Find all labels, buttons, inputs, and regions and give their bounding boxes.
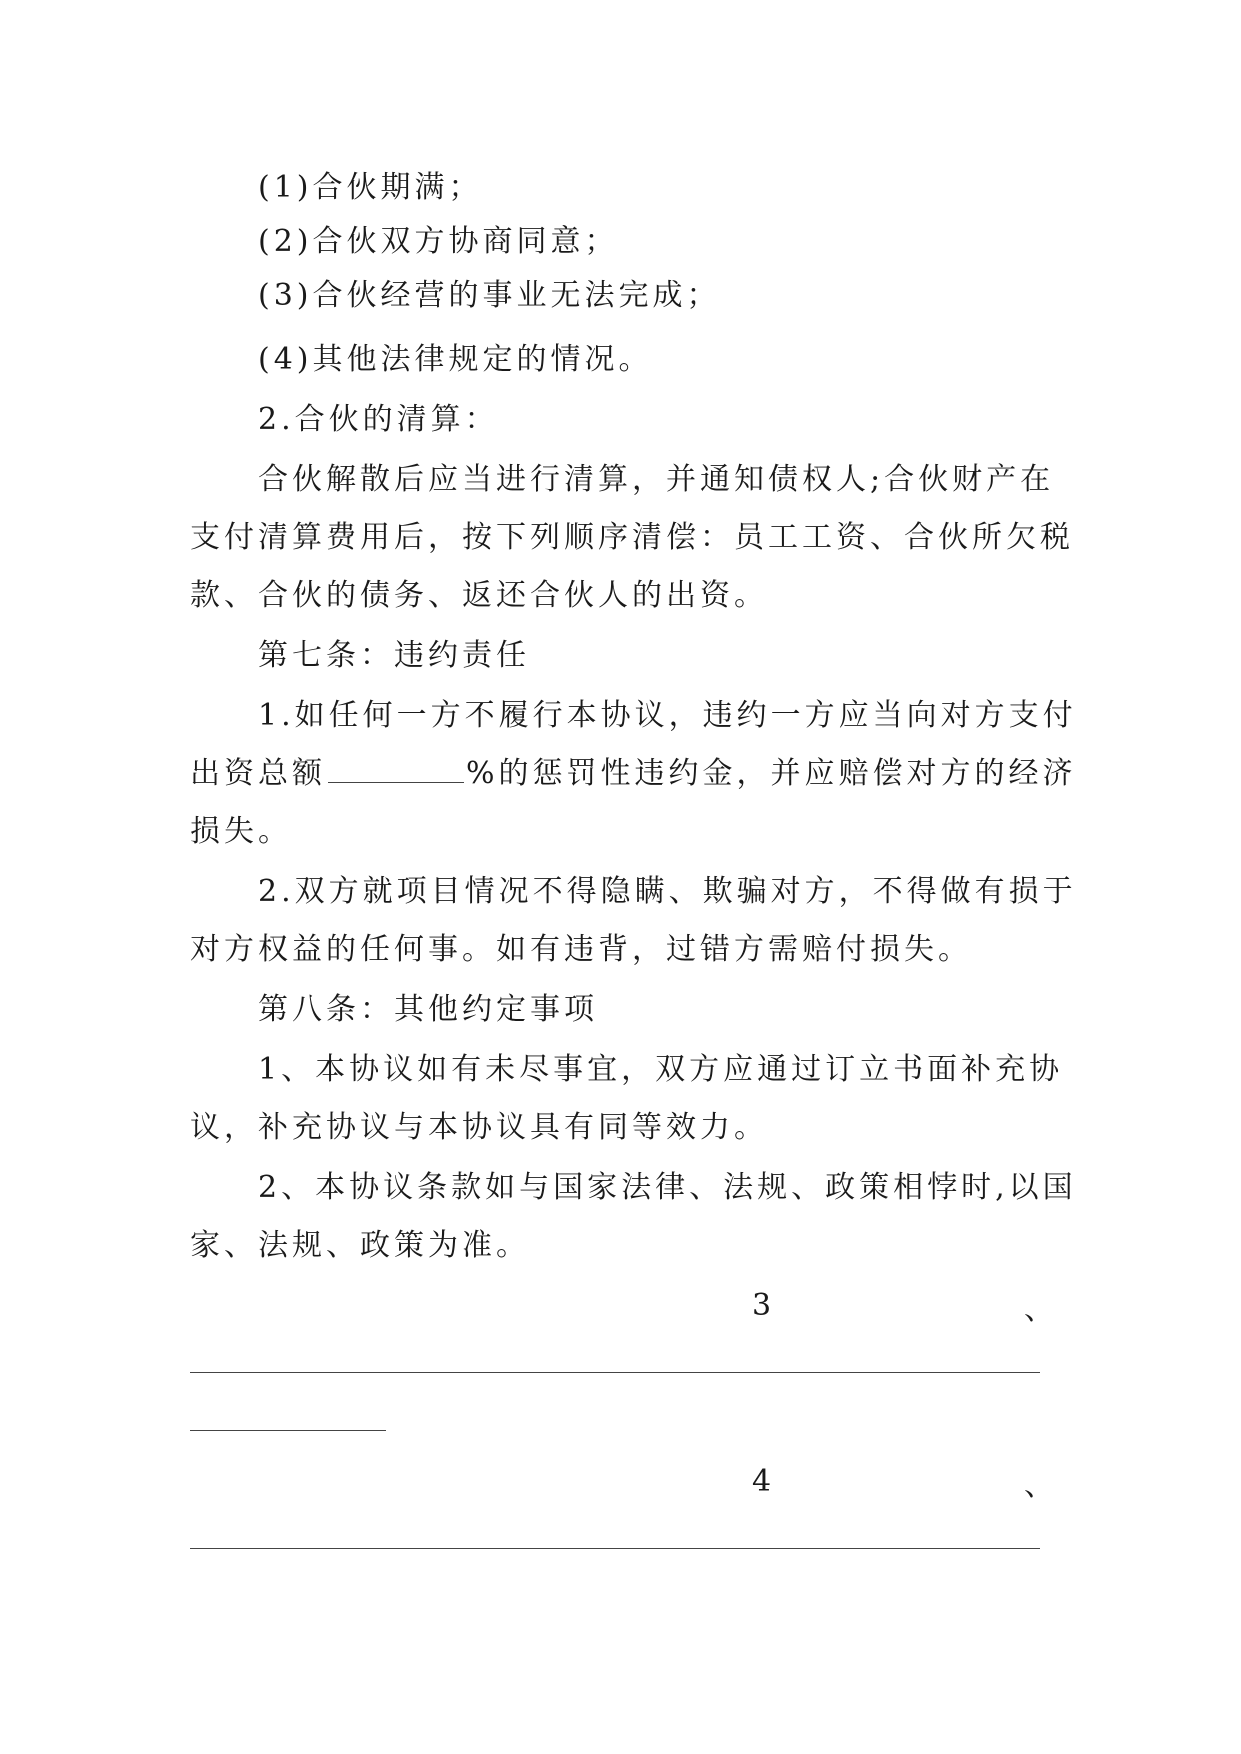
item-number-4: 4 bbox=[752, 1464, 772, 1499]
paragraph-line: 家、法规、政策为准。 bbox=[190, 1228, 530, 1263]
section-heading-liquidation: 2.合伙的清算： bbox=[258, 402, 499, 437]
item-mark-4: 、 bbox=[1024, 1468, 1054, 1503]
clause-item-4: (4)其他法律规定的情况。 bbox=[258, 342, 653, 377]
paragraph-line: 款、合伙的债务、返还合伙人的出资。 bbox=[190, 578, 768, 613]
paragraph-text: 出资总额 bbox=[190, 756, 326, 791]
paragraph-line: 合伙解散后应当进行清算，并通知债权人;合伙财产在 bbox=[258, 462, 1055, 497]
fill-in-line[interactable] bbox=[190, 1548, 1040, 1549]
fill-in-line[interactable] bbox=[190, 1372, 1040, 1373]
paragraph-line: 1、本协议如有未尽事宜，双方应通过订立书面补充协 bbox=[258, 1052, 1064, 1087]
paragraph-line: 1.如任何一方不履行本协议，违约一方应当向对方支付 bbox=[258, 698, 1077, 733]
article-heading-7: 第七条：违约责任 bbox=[258, 638, 530, 673]
paragraph-line: 议，补充协议与本协议具有同等效力。 bbox=[190, 1110, 768, 1145]
item-mark-3: 、 bbox=[1024, 1292, 1054, 1327]
item-number-3: 3 bbox=[752, 1288, 772, 1323]
clause-item-2: (2)合伙双方协商同意； bbox=[258, 224, 619, 259]
clause-item-3: (3)合伙经营的事业无法完成； bbox=[258, 278, 721, 313]
paragraph-line: 损失。 bbox=[190, 814, 292, 849]
paragraph-line: 2、本协议条款如与国家法律、法规、政策相悖时,以国 bbox=[258, 1170, 1077, 1205]
paragraph-line: 支付清算费用后，按下列顺序清偿：员工工资、合伙所欠税 bbox=[190, 520, 1074, 555]
fill-in-line[interactable] bbox=[190, 1430, 386, 1431]
paragraph-line: 对方权益的任何事。如有违背，过错方需赔付损失。 bbox=[190, 932, 972, 967]
clause-item-1: (1)合伙期满； bbox=[258, 170, 483, 205]
paragraph-text: %的惩罚性违约金，并应赔偿对方的经济 bbox=[466, 756, 1077, 791]
paragraph-line: 2.双方就项目情况不得隐瞒、欺骗对方，不得做有损于 bbox=[258, 874, 1077, 909]
fill-in-blank[interactable] bbox=[328, 756, 464, 783]
article-heading-8: 第八条：其他约定事项 bbox=[258, 992, 598, 1027]
paragraph-line-with-blank bbox=[190, 754, 1077, 794]
